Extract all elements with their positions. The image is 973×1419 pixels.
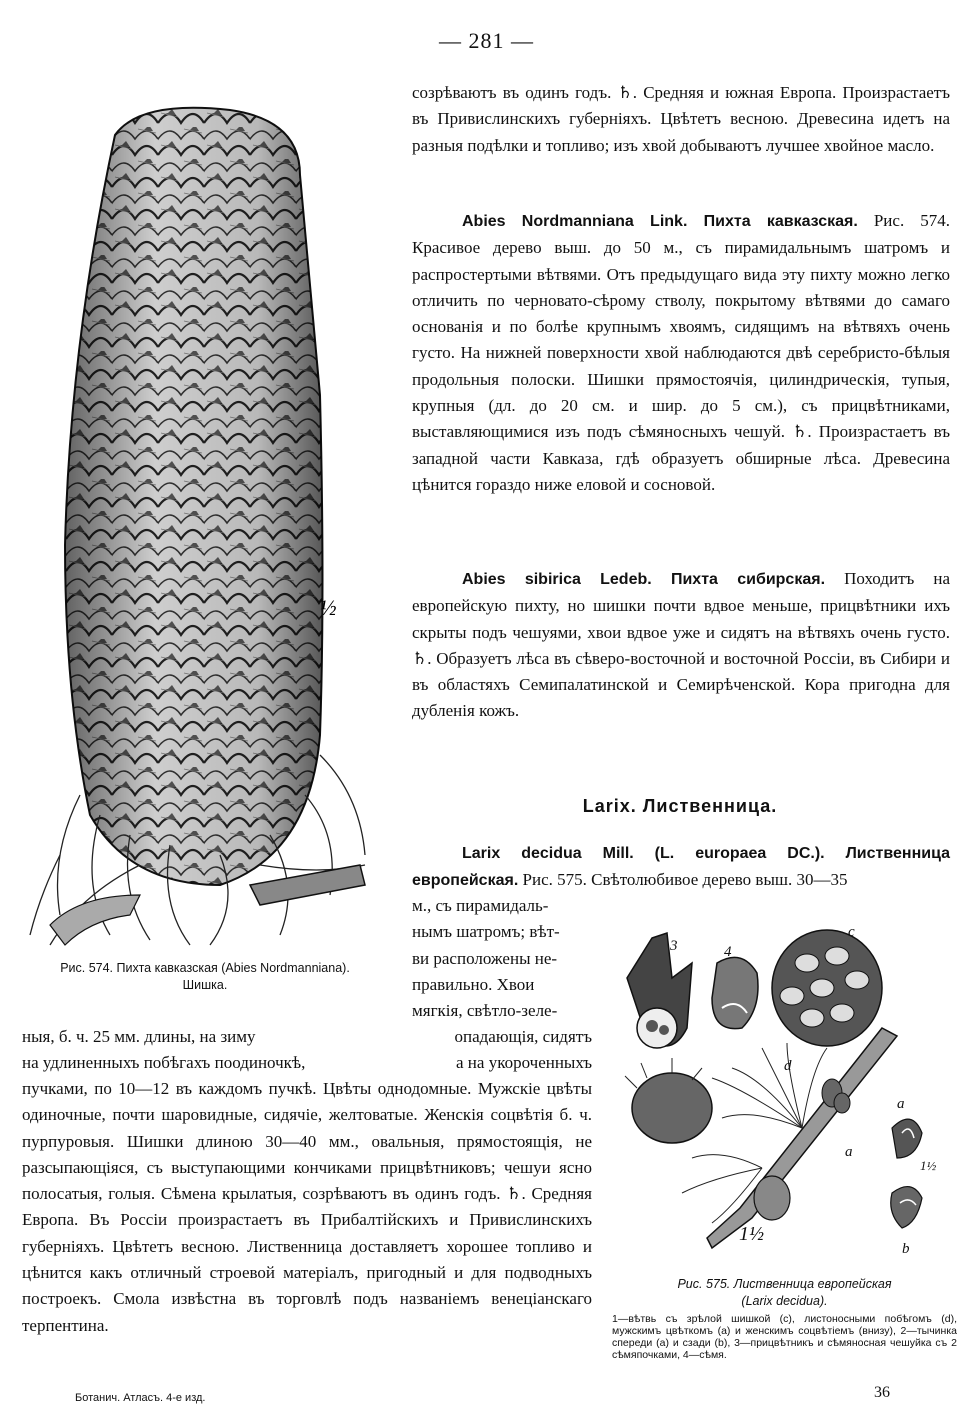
narrow-text-block	[412, 893, 592, 1024]
text-line: м., съ пирамидаль-	[412, 896, 549, 915]
species-description: Рис. 574. Красивое дерево выш. до 50 м., съ пирамидальнымъ шатромъ и распростертыми вѣтвями. Отъ предыдущаго вида эту пихту можно легко отличить по черновато-сѣрому стволу, покрытому вѣтвями до самаго основанія и по болѣе крупнымъ хвоямъ, сидящимъ на вѣтвяхъ очень густо. На нижней поверхности хвой наблюдаются двѣ серебристо-бѣлыя продольныя полоски. Шишки прямостоячія, цилиндрическія, тупыя, крупныя (дл. до 20 см. и шир. до 5 см.), съ прицвѣтниками, выставляющимися изъ подъ сѣмяносныхъ чешуй. ♄. Произрастаетъ въ западной части Кавказа, гдѣ образуетъ обширные лѣса. Древесина цѣнится гораздо ниже еловой и сосновой.	[412, 211, 950, 494]
fir-cone-illustration	[20, 95, 390, 955]
paragraph-larix-decidua-head	[412, 840, 950, 895]
figure-574-caption-line1: Рис. 574. Пихта кавказская (Abies Nordmanniana).	[60, 961, 350, 975]
seed-drawing	[712, 957, 758, 1028]
paragraph-abies-nordmanniana	[412, 208, 950, 498]
species-description: Походитъ на европейскую пихту, но шишки почти вдвое меньше, прицвѣтники ихъ скрыты подъ чешуями, хвои вдвое уже и сидятъ на вѣтвяхъ очень густо. ♄. Образуетъ лѣса въ сѣверо-восточной и восточной Россіи, въ Сибири и въ областяхъ Семипалатинской и Семирѣченской. Кора пригодна для дубленія кожъ.	[412, 569, 951, 721]
species-heading: Abies sibirica Ledeb. Пихта сибирская.	[462, 571, 826, 588]
figure-label: a	[845, 1144, 853, 1160]
species-description: Рис. 575. Свѣтолюбивое дерево выш. 30—35	[518, 870, 848, 890]
text-line-left: на удлиненныхъ побѣгахъ поодиночкѣ,	[22, 1053, 306, 1072]
figure-label: b	[902, 1241, 910, 1257]
section-title-larix: Larix. Лиственница.	[582, 796, 778, 816]
stem	[250, 865, 365, 905]
text-line: правильно. Хвои	[412, 974, 535, 994]
figure-574-caption	[20, 960, 390, 994]
text-line-right: а на укороченныхъ	[456, 1053, 592, 1072]
figure-label: c	[848, 924, 855, 940]
scale-label: ½	[320, 595, 337, 620]
figure-label: 4	[724, 944, 732, 960]
text-line-split	[22, 1024, 592, 1050]
figure-label: d	[784, 1058, 792, 1074]
stamen-front-drawing	[892, 1119, 922, 1158]
footer-atlas-title: Ботанич. Атласъ. 4-е изд.	[75, 1392, 206, 1404]
text-line: ви расположены не-	[412, 948, 558, 968]
stamen-back-drawing	[891, 1187, 922, 1228]
species-heading: Abies Nordmanniana Link. Пихта кавказская.	[462, 213, 858, 230]
text-line-split	[22, 1050, 592, 1076]
branch-drawing	[707, 1028, 897, 1248]
figure-575-caption	[612, 1276, 957, 1310]
figure-574-caption-line2: Шишка.	[182, 978, 228, 992]
female-inflorescence-drawing	[632, 1073, 712, 1143]
text-line: нымъ шатромъ; вѣт-	[412, 922, 560, 942]
figure-label: 3	[670, 938, 678, 954]
paragraph-1: созрѣваютъ въ одинъ годъ. ♄. Средняя и южная Европа. Произрастаетъ въ Привислинскихъ губерніяхъ. Цвѣтетъ весною. Древесина идетъ на разныя подѣлки и топливо; изъ хвой добываютъ лучшее хвойное масло.	[412, 83, 950, 155]
paragraph-abies-sibirica	[412, 566, 950, 725]
page-number: — 281 —	[439, 28, 534, 53]
text-line-right: опадающія, сидятъ	[454, 1027, 592, 1046]
figure-label: 1½	[739, 1223, 764, 1245]
figure-575-legend: 1—вѣтвь съ зрѣлой шишкой (c), листоносными побѣгомъ (d), мужскимъ цвѣткомъ (a) и женскимъ соцвѣтіемъ (внизу), 2—тычинка спереди (a) и сзади (b), 3—прицвѣтникъ и сѣмяносная чешуйка съ 2 сѣмяпочками, 4—сѣмя.	[612, 1313, 957, 1361]
figure-575-caption-line2: (Larix decidua).	[741, 1294, 828, 1308]
male-flower-drawing	[754, 1176, 790, 1220]
figure-575-caption-line1: Рис. 575. Лиственница европейская	[677, 1277, 892, 1291]
text-line-left: ныя, б. ч. 25 мм. длины, на зиму	[22, 1027, 256, 1046]
footer-sheet-number: 36	[874, 1384, 890, 1401]
text-line: мягкія, свѣтло-зеле-	[412, 1001, 558, 1021]
paragraph-larix-decidua-rest: пучками, по 10—12 въ каждомъ пучкѣ. Цвѣты однодомные. Мужскіе цвѣты одиночные, почти шаровидные, сидячіе, желтоватые. Женскія соцвѣтія б. ч. пурпуровыя. Шишки длиною 30—40 мм., овальныя, прямостоящія, не разсыпающіяся, съ выступающими кончиками прицвѣтниковъ; чешуи ясно полосатыя, голыя. Сѣмена крылатыя, созрѣваютъ въ одинъ годъ. ♄. Средняя Европа. Въ Россіи произрастаетъ въ Прибалтійскихъ и Привислинскихъ губерніяхъ. Цвѣтетъ весною. Лиственница доставляетъ хорошее топливо и цѣнится какъ отличный строевой матеріалъ, пригодный и для подводныхъ построекъ. Смола извѣстна въ торговлѣ подъ названіемъ венеціанскаго терпентина.	[22, 1079, 592, 1335]
figure-label: a	[897, 1096, 905, 1112]
species-heading: Larix decidua Mill. (L. europaea DC.). Лиственница европейская.	[412, 845, 950, 890]
figure-label: 1½	[920, 1158, 937, 1173]
larch-branch-illustration	[612, 918, 957, 1273]
